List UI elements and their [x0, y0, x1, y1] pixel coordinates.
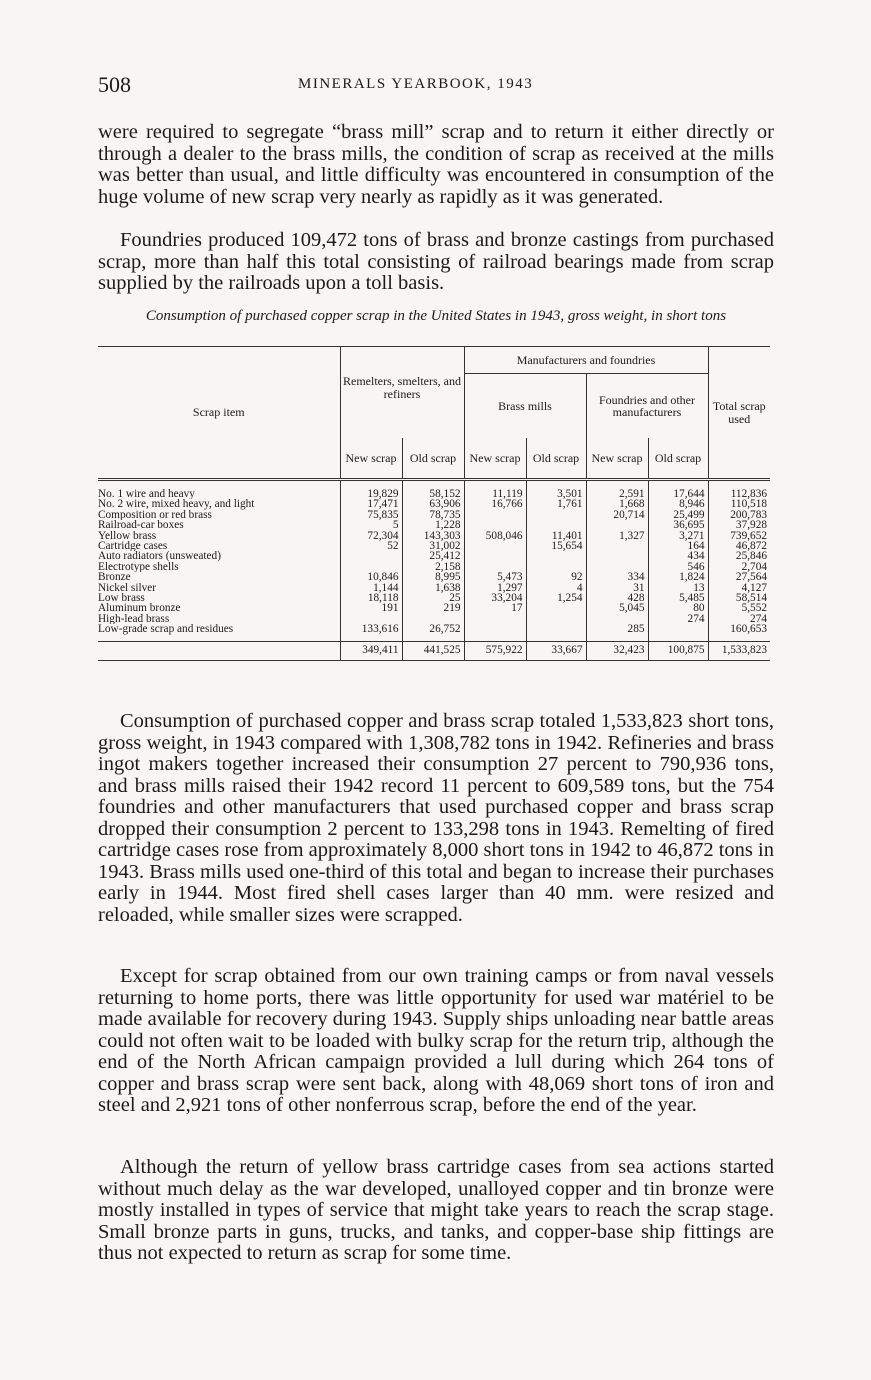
value-cell-b-old: 11,401 — [526, 531, 586, 541]
paragraph-cartridge-cases: Although the return of yellow brass cartridge cases from sea actions started without much delay as the war developed, unalloyed copper and tin bronze were mostly installed in types of service that might take years to reach the scrap stage. Small bronze parts in guns, trucks, and tanks, and copper-base ship fittings are thus not expected to return as scrap for some time. — [98, 1156, 774, 1264]
table-row — [98, 551, 770, 561]
col-brass-mills: Brass mills — [464, 374, 586, 439]
scrap-item-cell: Cartridge cases — [98, 541, 168, 552]
value-cell-f-new: 334 — [586, 572, 648, 582]
value-cell-r-new: 5 — [340, 520, 402, 530]
value-cell-b-new: 508,046 — [464, 531, 526, 541]
value-cell-r-new: 191 — [340, 603, 402, 613]
value-cell-r-old: 143,303 — [402, 531, 464, 541]
total-f-old: 100,875 — [648, 641, 708, 660]
value-cell-total: 110,518 — [708, 499, 770, 509]
paragraph-foundries: Foundries produced 109,472 tons of brass and bronze castings from purchased scrap, more than half this total consisting of railroad bearings made from scrap supplied by the railroads upon a toll basis. — [98, 229, 774, 294]
value-cell-total: 274 — [708, 614, 770, 624]
table-row — [98, 593, 770, 603]
total-b-new: 575,922 — [464, 641, 526, 660]
scrap-item-cell: Yellow brass — [98, 530, 157, 542]
value-cell-b-new: 5,473 — [464, 572, 526, 582]
value-cell-f-new: 1,327 — [586, 531, 648, 541]
col-remelters-old: Old scrap — [402, 438, 464, 480]
total-f-new: 32,423 — [586, 641, 648, 660]
col-remelters-new: New scrap — [340, 438, 402, 480]
value-cell-total: 112,836 — [708, 480, 770, 500]
value-cell-r-old: 1,638 — [402, 583, 464, 593]
scrap-item-cell: No. 1 wire and heavy — [98, 488, 195, 500]
value-cell-total: 25,846 — [708, 551, 770, 561]
running-title: MINERALS YEARBOOK, 1943 — [298, 76, 534, 92]
value-cell-f-old: 17,644 — [648, 480, 708, 500]
value-cell-f-new — [586, 614, 648, 624]
table-row — [98, 531, 770, 541]
value-cell-f-old: 164 — [648, 541, 708, 551]
scrap-item-cell: Composition or red brass — [98, 509, 212, 521]
col-remelters: Remelters, smelters, and refiners — [340, 347, 464, 439]
table-row — [98, 603, 770, 613]
col-brass-new: New scrap — [464, 438, 526, 480]
value-cell-r-old: 25 — [402, 593, 464, 603]
table-row — [98, 562, 770, 572]
col-brass-old: Old scrap — [526, 438, 586, 480]
col-foundries: Foundries and other manufacturers — [586, 374, 708, 439]
value-cell-b-new — [464, 562, 526, 572]
value-cell-r-old: 219 — [402, 603, 464, 613]
value-cell-b-old: 92 — [526, 572, 586, 582]
col-foundries-new: New scrap — [586, 438, 648, 480]
value-cell-b-new: 17 — [464, 603, 526, 613]
table-row — [98, 583, 770, 593]
col-total: Total scrap used — [708, 347, 770, 480]
scrap-item-cell: Bronze — [98, 572, 131, 583]
value-cell-f-new — [586, 562, 648, 572]
value-cell-f-old: 80 — [648, 603, 708, 613]
page-number: 508 — [98, 72, 131, 97]
scrap-item-cell: Electrotype shells — [98, 561, 179, 573]
totals-label — [98, 641, 340, 660]
value-cell-r-new: 75,835 — [340, 510, 402, 520]
value-cell-r-new: 133,616 — [340, 624, 402, 641]
value-cell-r-old: 1,228 — [402, 520, 464, 530]
value-cell-b-new — [464, 510, 526, 520]
value-cell-r-old — [402, 614, 464, 624]
value-cell-f-old: 274 — [648, 614, 708, 624]
value-cell-r-new — [340, 562, 402, 572]
value-cell-total: 58,514 — [708, 593, 770, 603]
value-cell-total: 2,704 — [708, 562, 770, 572]
value-cell-r-old: 26,752 — [402, 624, 464, 641]
value-cell-b-new — [464, 520, 526, 530]
value-cell-f-new: 1,668 — [586, 499, 648, 509]
value-cell-r-new: 1,144 — [340, 583, 402, 593]
value-cell-total: 27,564 — [708, 572, 770, 582]
value-cell-total: 160,653 — [708, 624, 770, 641]
value-cell-f-old: 13 — [648, 583, 708, 593]
total-r-new: 349,411 — [340, 641, 402, 660]
value-cell-r-old: 2,158 — [402, 562, 464, 572]
value-cell-f-old: 8,946 — [648, 499, 708, 509]
value-cell-f-new: 285 — [586, 624, 648, 641]
value-cell-b-old — [526, 624, 586, 641]
table-row — [98, 510, 770, 520]
paragraph-consumption: Consumption of purchased copper and brass scrap totaled 1,533,823 short tons, gross weight, in 1943 compared with 1,308,782 tons in 1942. Refineries and brass ingot makers together increased their consumption 27 percent to 790,936 tons, and brass mills raised their 1942 record 11 percent to 609,589 tons, but the 754 foundries and other manufacturers that used purchased copper and brass scrap dropped their consumption 2 percent to 133,298 tons in 1943. Remelting of fired cartridge cases rose from approximately 8,000 short tons in 1942 to 46,872 tons in 1943. Brass mills used one-third of this total and began to increase their purchases early in 1944. Most fired shell cases larger than 40 mm. were resized and reloaded, while smaller sizes were scrapped. — [98, 710, 774, 926]
table-row — [98, 541, 770, 551]
value-cell-r-new: 17,471 — [340, 499, 402, 509]
totals-row — [98, 641, 770, 660]
table-row — [98, 614, 770, 624]
value-cell-r-old: 31,002 — [402, 541, 464, 551]
value-cell-total: 200,783 — [708, 510, 770, 520]
value-cell-f-new — [586, 541, 648, 551]
table-row — [98, 520, 770, 530]
value-cell-r-old: 8,995 — [402, 572, 464, 582]
value-cell-b-old — [526, 603, 586, 613]
value-cell-r-new: 72,304 — [340, 531, 402, 541]
table-header — [98, 347, 770, 480]
col-scrap-item: Scrap item — [192, 405, 245, 420]
value-cell-total: 5,552 — [708, 603, 770, 613]
value-cell-f-new: 20,714 — [586, 510, 648, 520]
scrap-item-cell: Aluminum bronze — [98, 603, 181, 614]
value-cell-b-old: 3,501 — [526, 480, 586, 500]
scrap-item-cell: No. 2 wire, mixed heavy, and light — [98, 499, 255, 510]
value-cell-b-new: 16,766 — [464, 499, 526, 509]
value-cell-b-new — [464, 551, 526, 561]
value-cell-total: 37,928 — [708, 520, 770, 530]
scrap-item-cell: Nickel silver — [98, 582, 157, 594]
value-cell-total: 739,652 — [708, 531, 770, 541]
value-cell-b-new — [464, 624, 526, 641]
table-row — [98, 572, 770, 582]
value-cell-b-new: 1,297 — [464, 583, 526, 593]
value-cell-f-old: 5,485 — [648, 593, 708, 603]
table-row — [98, 624, 770, 641]
total-r-old: 441,525 — [402, 641, 464, 660]
value-cell-r-old: 58,152 — [402, 480, 464, 500]
value-cell-b-old — [526, 510, 586, 520]
value-cell-f-old — [648, 624, 708, 641]
total-b-old: 33,667 — [526, 641, 586, 660]
value-cell-r-new: 10,846 — [340, 572, 402, 582]
scrap-item-cell: Low-grade scrap and residues — [98, 624, 234, 636]
value-cell-b-new: 11,119 — [464, 480, 526, 500]
scrap-consumption-table — [98, 346, 770, 661]
col-foundries-old: Old scrap — [648, 438, 708, 480]
value-cell-f-new: 428 — [586, 593, 648, 603]
value-cell-b-old — [526, 562, 586, 572]
table-caption: Consumption of purchased copper scrap in the United States in 1943, gross weight, in short tons — [145, 308, 727, 324]
value-cell-b-old: 1,254 — [526, 593, 586, 603]
value-cell-f-new: 31 — [586, 583, 648, 593]
value-cell-r-old: 25,412 — [402, 551, 464, 561]
value-cell-f-old: 546 — [648, 562, 708, 572]
value-cell-b-old: 4 — [526, 583, 586, 593]
paragraph-war-materiel: Except for scrap obtained from our own training camps or from naval vessels returning to home ports, there was little opportunity for used war matériel to be made available for recovery during 1943. Supply ships unloading near battle areas could not often wait to be loaded with bulky scrap for the return trip, although the end of the North African campaign provided a lull during which 264 tons of copper and brass scrap were sent back, along with 48,069 short tons of iron and steel and 2,921 tons of other nonferrous scrap, before the end of the year. — [98, 965, 774, 1116]
scrap-item-cell: Railroad-car boxes — [98, 520, 184, 531]
value-cell-total: 4,127 — [708, 583, 770, 593]
value-cell-r-new — [340, 551, 402, 561]
value-cell-b-new: 33,204 — [464, 593, 526, 603]
scrap-item-cell: High-lead brass — [98, 613, 170, 625]
value-cell-f-old: 25,499 — [648, 510, 708, 520]
value-cell-f-new: 5,045 — [586, 603, 648, 613]
value-cell-f-new — [586, 520, 648, 530]
total-grand: 1,533,823 — [708, 641, 770, 660]
value-cell-b-old — [526, 614, 586, 624]
scrap-item-cell: Auto radiators (unsweated) — [98, 551, 221, 562]
value-cell-f-old: 3,271 — [648, 531, 708, 541]
value-cell-b-new — [464, 541, 526, 551]
value-cell-f-old: 1,824 — [648, 572, 708, 582]
table-row — [98, 480, 770, 500]
scrap-item-cell: Low brass — [98, 593, 145, 604]
page-header — [98, 72, 770, 102]
table-body — [98, 480, 770, 642]
value-cell-b-old: 1,761 — [526, 499, 586, 509]
value-cell-f-new — [586, 551, 648, 561]
value-cell-b-old — [526, 520, 586, 530]
value-cell-r-old: 78,735 — [402, 510, 464, 520]
value-cell-total: 46,872 — [708, 541, 770, 551]
value-cell-r-old: 63,906 — [402, 499, 464, 509]
value-cell-r-new: 19,829 — [340, 480, 402, 500]
value-cell-r-new: 18,118 — [340, 593, 402, 603]
table-row — [98, 499, 770, 509]
paragraph-continued: were required to segregate “brass mill” scrap and to return it either directly or through a dealer to the brass mills, the condition of scrap as received at the mills was better than usual, and little difficulty was encountered in consumption of the huge volume of new scrap very nearly as rapidly as it was generated. — [98, 121, 774, 208]
value-cell-b-new — [464, 614, 526, 624]
value-cell-f-old: 36,695 — [648, 520, 708, 530]
value-cell-b-old: 15,654 — [526, 541, 586, 551]
value-cell-b-old — [526, 551, 586, 561]
value-cell-f-old: 434 — [648, 551, 708, 561]
value-cell-r-new: 52 — [340, 541, 402, 551]
value-cell-f-new: 2,591 — [586, 480, 648, 500]
value-cell-r-new — [340, 614, 402, 624]
col-manufacturers: Manufacturers and foundries — [464, 347, 708, 374]
